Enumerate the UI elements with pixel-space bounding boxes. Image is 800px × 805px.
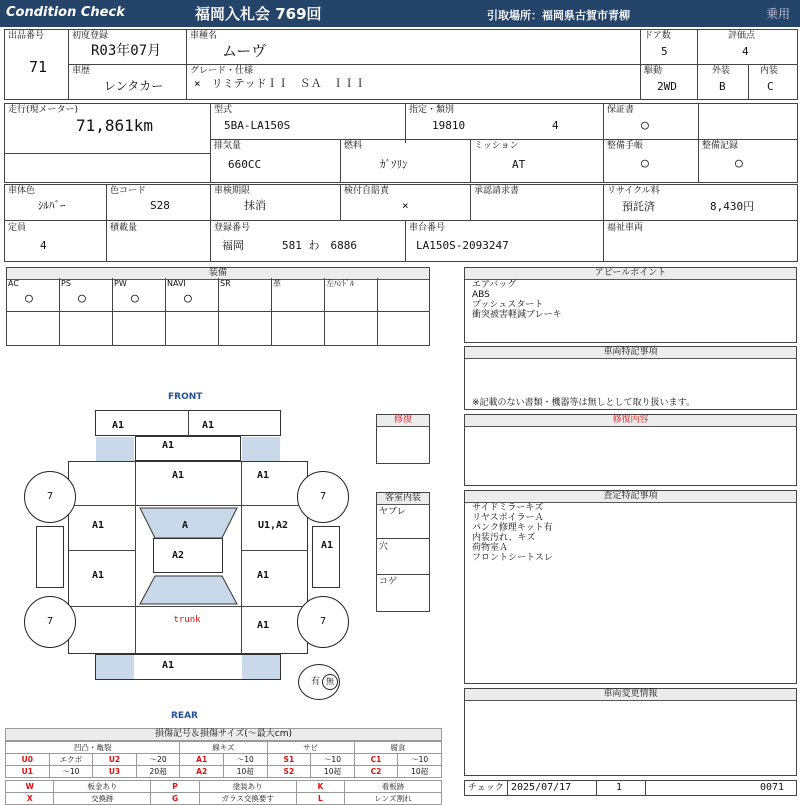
legend-desc: 〜10: [49, 766, 93, 778]
lot-label: 出品番号: [8, 31, 45, 41]
interior-hole: 穴: [379, 542, 389, 552]
model-value: ムーヴ: [222, 42, 267, 60]
maintenance-value: ○: [641, 156, 649, 171]
interior-title: 客室内装: [377, 493, 429, 505]
history-label: 車歴: [72, 66, 91, 76]
mark-fender-right: U1,A2: [257, 520, 289, 531]
legend-desc: エクボ: [49, 754, 93, 766]
interior-tear: ヤブレ: [379, 507, 406, 517]
mark-bumper-right: A1: [201, 420, 215, 431]
equipment-cell: [271, 278, 325, 346]
legend-code: A1: [180, 754, 224, 766]
insurance-value: ×: [402, 199, 409, 212]
exterior-label: 外装: [712, 66, 731, 76]
equipment-mark: ○: [184, 291, 192, 306]
tire-front-right: 7: [297, 471, 349, 523]
equipment-cell: [6, 278, 60, 346]
legend-code: G: [151, 793, 199, 805]
header-title: Condition Check: [6, 5, 125, 20]
recycle-label: リサイクル料: [607, 186, 660, 196]
equipment-cell: [112, 278, 166, 346]
katashiki-label: 型式: [214, 105, 233, 115]
mark-door-left: A1: [91, 570, 105, 581]
spare-none: 無: [322, 674, 338, 690]
ruibetsu-value: 4: [552, 119, 559, 132]
special-title: 車両特記事項: [465, 347, 796, 359]
tire-front-left: 7: [24, 471, 76, 523]
recycle-fee: 8,430円: [710, 200, 755, 213]
repair-mark-title: 修復: [377, 415, 429, 427]
mirror-left: [36, 526, 64, 588]
legend-code: W: [6, 781, 54, 793]
exterior-value: B: [719, 80, 726, 93]
mark-rear-bumper: A1: [161, 660, 175, 671]
equipment-label: SR: [220, 279, 231, 288]
interior-burn: コゲ: [379, 577, 398, 587]
damage-legend: [5, 728, 442, 805]
legend-desc: 〜20: [136, 754, 180, 766]
legend-desc: 10超: [223, 766, 267, 778]
reg-number: 581 わ 6886: [282, 239, 357, 252]
appeal-title: アピールポイント: [465, 268, 796, 280]
legend-desc: 〜10: [223, 754, 267, 766]
inspect-notes-title: 査定特記事項: [465, 491, 796, 503]
check-id: 0071: [760, 782, 785, 793]
grade-label: グレード・仕様: [190, 66, 254, 76]
equipment-cell: [218, 278, 272, 346]
katashiki-value: 5BA-LA150S: [224, 119, 291, 132]
mark-fender-left: A1: [91, 520, 105, 531]
legend-desc: レンズ割れ: [345, 793, 442, 805]
equipment-label: PW: [114, 279, 127, 288]
repair-title: 修復内容: [465, 415, 796, 427]
interior-label: 内装: [760, 66, 779, 76]
displacement-label: 排気量: [214, 141, 242, 151]
displacement-value: 660CC: [228, 158, 262, 171]
mileage-label: 走行(現メーター): [8, 105, 79, 115]
trunk-label: trunk: [173, 615, 201, 625]
mission-label: ミッション: [474, 141, 519, 151]
score-label: 評価点: [728, 31, 756, 41]
reg-area: 福岡: [222, 239, 244, 252]
equipment-label: NAVI: [167, 279, 186, 288]
change-box: [464, 688, 797, 776]
lot-number: 71: [29, 58, 48, 76]
equipment-cell: [165, 278, 219, 346]
colorcode-label: 色コード: [110, 186, 147, 196]
legend-head-dent: 凹凸・亀裂: [6, 742, 180, 754]
legend-code: U3: [93, 766, 137, 778]
drive-label: 駆動: [644, 66, 663, 76]
history-value: レンタカー: [104, 79, 164, 93]
drive-value: 2WD: [657, 80, 677, 93]
mark-front-lower: A1: [161, 440, 175, 451]
inspect-notes-text: サイドミラーキズ リヤスポイラーＡ パンク修理キット有 内装汚れ、キズ 荷物室Ａ フロントシートスレ: [472, 503, 553, 563]
tire-rear-left: 7: [24, 596, 76, 648]
chassis-value: LA150S-2093247: [416, 239, 509, 252]
check-date: 2025/07/17: [511, 782, 572, 793]
spec-block-1: [4, 103, 798, 183]
mileage-value: 71,861km: [76, 116, 154, 135]
mark-glass: A: [181, 520, 189, 531]
equipment-title: 装備: [7, 268, 429, 280]
grade-value: × リミテッドＩＩ ＳＡ ＩＩＩ: [194, 77, 366, 90]
mark-hood-right: A1: [256, 470, 270, 481]
legend-desc: 〜10: [398, 754, 442, 766]
spare-has: 有: [311, 677, 321, 687]
legend-desc: 10超: [311, 766, 355, 778]
auction-name: 福岡入札会 769回: [195, 5, 322, 23]
maintenance-label: 整備手帳: [607, 141, 644, 151]
color-label: 車体色: [8, 186, 36, 196]
equipment-label: 左ﾊﾝﾄﾞﾙ: [326, 279, 354, 288]
shitei-value: 19810: [432, 119, 466, 132]
equipment-cell: [324, 278, 378, 346]
equipment-mark: ○: [131, 291, 139, 306]
legend-desc: 10超: [398, 766, 442, 778]
capacity-label: 定員: [8, 223, 27, 233]
check-num: 1: [616, 782, 623, 793]
equipment-label: 革: [273, 279, 281, 288]
legend-title: 損傷記号＆損傷サイズ(〜最大cm): [5, 728, 442, 741]
legend-code: L: [296, 793, 344, 805]
legend-code: U2: [93, 754, 137, 766]
fuel-value: ｶﾞｿﾘﾝ: [380, 158, 408, 171]
legend-code: S1: [267, 754, 311, 766]
legend-code: U0: [6, 754, 50, 766]
reg-label: 登録番号: [214, 223, 251, 233]
legend-head-scratch: 線キズ: [180, 742, 267, 754]
mark-rear-right: A1: [256, 620, 270, 631]
legend-desc: 交換跡: [54, 793, 151, 805]
approval-label: 承認請求書: [474, 186, 520, 196]
warranty-label: 保証書: [607, 105, 635, 115]
interior-value: C: [767, 80, 774, 93]
mirror-right: [312, 526, 340, 588]
legend-code: C2: [354, 766, 398, 778]
legend-desc: 20超: [136, 766, 180, 778]
mark-door-right: A1: [256, 570, 270, 581]
colorcode-value: S28: [150, 199, 170, 212]
legend-desc: ガラス交換要す: [199, 793, 296, 805]
maint-record-label: 整備記録: [702, 141, 739, 151]
equipment-cell: [59, 278, 113, 346]
doors-value: 5: [661, 45, 668, 58]
vehicle-type: 乗用: [766, 7, 791, 21]
check-label: チェック: [468, 783, 504, 793]
special-note: ※記載のない書類・機器等は無しとして取り扱います。: [472, 398, 695, 408]
mark-hood-left: A1: [171, 470, 185, 481]
legend-code: S2: [267, 766, 311, 778]
mark-roof: A2: [171, 550, 185, 561]
model-label: 車種名: [190, 31, 218, 41]
mark-bumper-left: A1: [111, 420, 125, 431]
legend-code: C1: [354, 754, 398, 766]
mark-mirror-right: A1: [320, 540, 334, 551]
legend-desc: 板金あり: [54, 781, 151, 793]
legend-code: U1: [6, 766, 50, 778]
header-bar: [0, 0, 800, 27]
shitei-label: 指定・類別: [409, 105, 455, 115]
legend-code: K: [296, 781, 344, 793]
inspect-label: 車検期限: [214, 186, 251, 196]
color-value: ｼﾙﾊﾞｰ: [38, 199, 66, 212]
insurance-label: 検付自賠責: [344, 186, 390, 196]
legend-code: X: [6, 793, 54, 805]
equipment-mark: ○: [25, 291, 33, 306]
first-reg-label: 初度登録: [72, 31, 109, 41]
front-label: FRONT: [168, 392, 203, 402]
change-title: 車両変更情報: [465, 689, 796, 701]
equipment-mark: ○: [78, 291, 86, 306]
capacity-value: 4: [40, 239, 47, 252]
legend-desc: 塗装あり: [199, 781, 296, 793]
equipment-label: PS: [61, 279, 71, 288]
legend-code: A2: [180, 766, 224, 778]
maint-record-value: ○: [735, 156, 743, 171]
inspect-value: 抹消: [244, 199, 266, 212]
rear-label: REAR: [171, 711, 198, 721]
legend-desc: 看板跡: [345, 781, 442, 793]
pickup-location: 引取場所：福岡県古賀市青柳: [487, 9, 630, 22]
fuel-label: 燃料: [344, 141, 363, 151]
welfare-label: 福祉車両: [607, 223, 644, 233]
recycle-status: 預託済: [622, 200, 655, 213]
chassis-label: 車台番号: [409, 223, 446, 233]
legend-desc: 〜10: [311, 754, 355, 766]
load-label: 積載量: [110, 223, 138, 233]
tire-rear-right: 7: [297, 596, 349, 648]
score-value: 4: [742, 45, 749, 58]
appeal-text: エアバッグ ABS プッシュスタート 衝突被害軽減ブレーキ: [472, 280, 562, 320]
legend-head-rust: サビ: [267, 742, 354, 754]
warranty-value: ○: [641, 118, 649, 133]
equipment-label: AC: [8, 279, 19, 288]
legend-head-corrosion: 腐食: [354, 742, 441, 754]
mission-value: AT: [512, 158, 526, 171]
first-reg-value: R03年07月: [91, 43, 162, 59]
legend-code: P: [151, 781, 199, 793]
doors-label: ドア数: [644, 31, 671, 41]
